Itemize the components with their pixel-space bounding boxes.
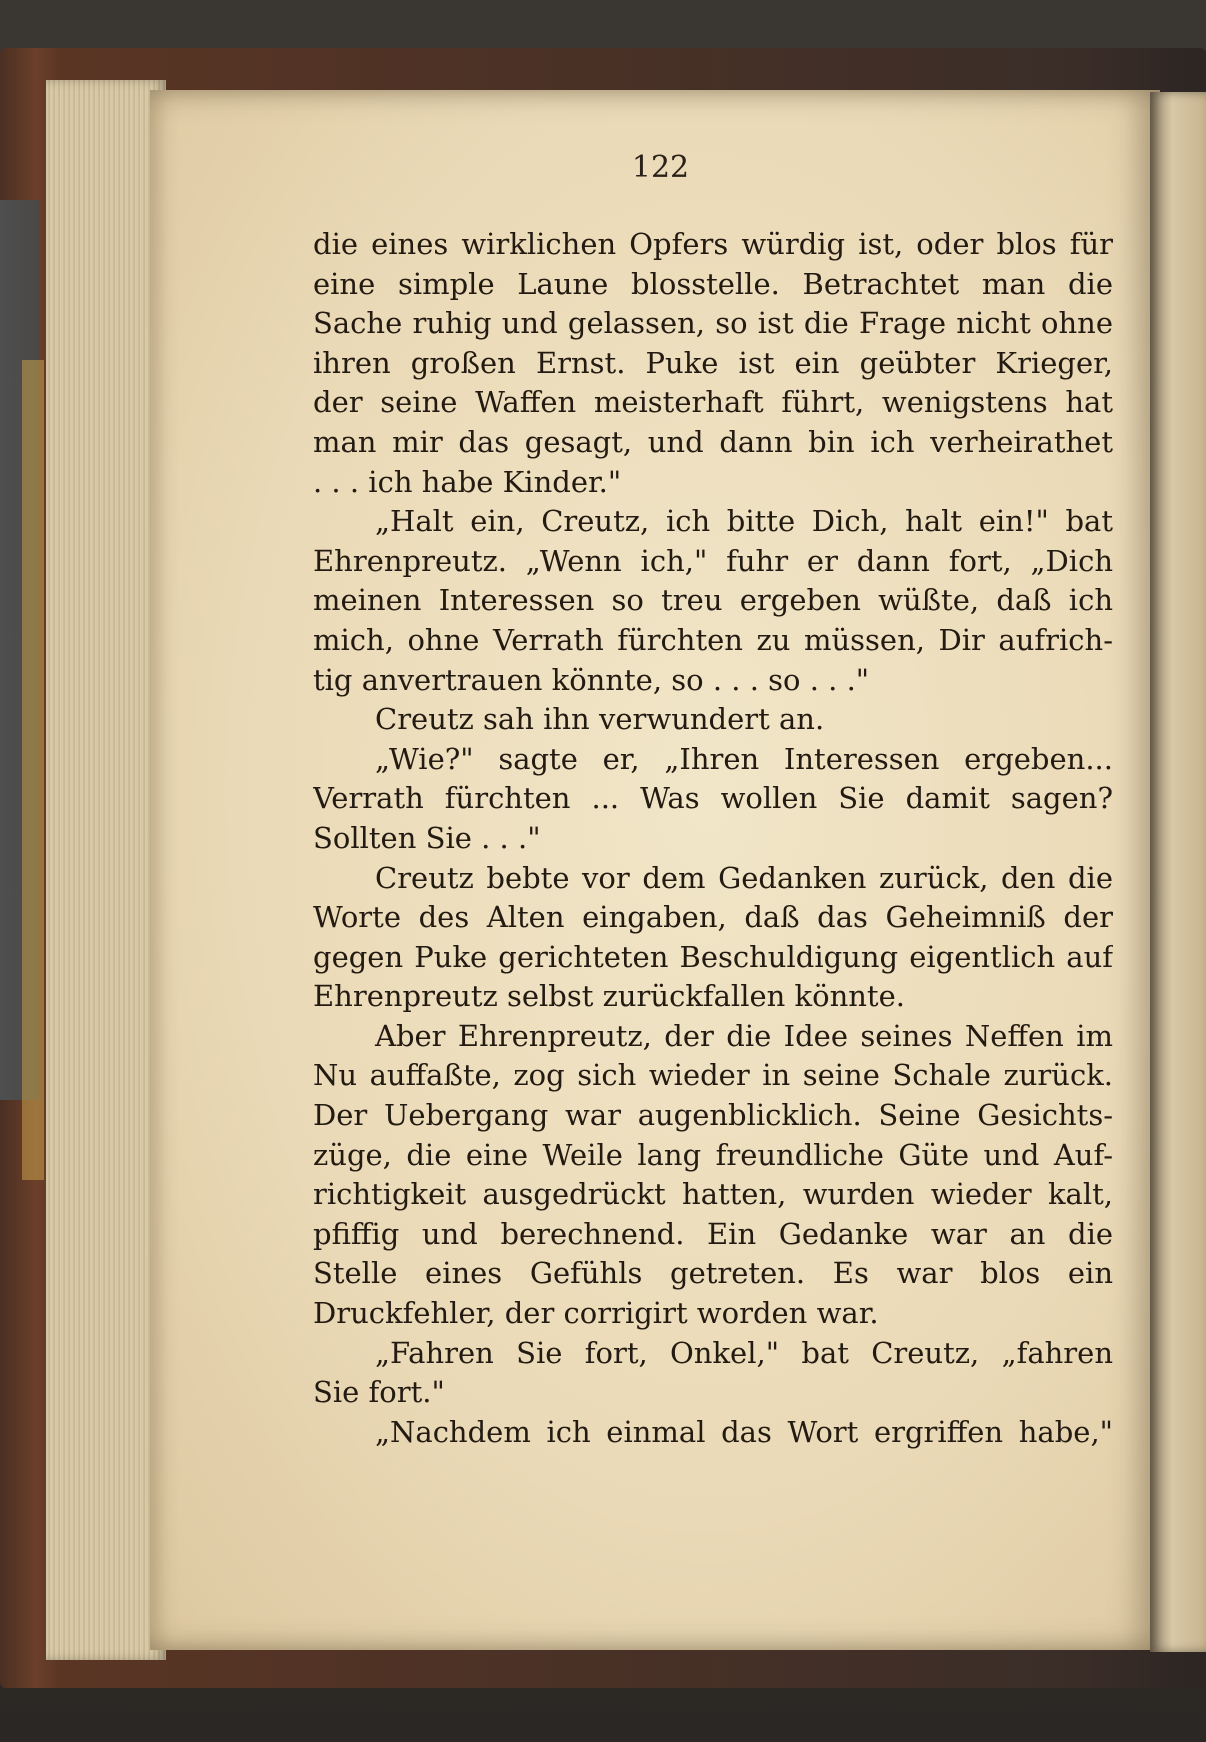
text-line: Druckfehler, der corrigirt worden war. bbox=[313, 1296, 879, 1331]
page-edges bbox=[46, 80, 166, 1660]
text-line: „Fahren Sie fort, Onkel," bat Creutz, „fahren bbox=[375, 1335, 1113, 1370]
text-line: richtigkeit ausgedrückt hatten, wurden wieder kalt, bbox=[313, 1177, 1113, 1212]
text-line: Worte des Alten eingaben, daß das Geheimniß der bbox=[313, 900, 1113, 935]
text-line: Sollten Sie . . ." bbox=[313, 820, 541, 855]
text-line: gegen Puke gerichteten Beschuldigung eigentlich auf bbox=[313, 939, 1113, 974]
text-line: Verrath fürchten ... Was wollen Sie damit sagen? bbox=[313, 781, 1113, 816]
text-line: züge, die eine Weile lang freundliche Güte und Auf- bbox=[313, 1137, 1113, 1172]
text-line: meinen Interessen so treu ergeben wüßte, daß ich bbox=[313, 583, 1113, 618]
page-number: 122 bbox=[631, 150, 690, 185]
text-line: Der Uebergang war augenblicklich. Seine Gesichts- bbox=[313, 1098, 1113, 1133]
text-line: „Halt ein, Creutz, ich bitte Dich, halt ein!" bat bbox=[375, 504, 1113, 539]
body-text bbox=[313, 225, 1113, 1452]
text-line: mich, ohne Verrath fürchten zu müssen, Dir aufrich- bbox=[313, 622, 1113, 657]
text-line: . . . ich habe Kinder." bbox=[313, 464, 622, 499]
text-line: „Nachdem ich einmal das Wort ergriffen habe," bbox=[375, 1414, 1113, 1449]
text-line: „Wie?" sagte er, „Ihren Interessen ergeben... bbox=[375, 741, 1113, 776]
text-line: Creutz bebte vor dem Gedanken zurück, den die bbox=[375, 860, 1113, 895]
text-line: tig anvertrauen könnte, so . . . so . . ." bbox=[313, 662, 870, 697]
text-line: Nu auffaßte, zog sich wieder in seine Schale zurück. bbox=[313, 1058, 1113, 1093]
text-line: Ehrenpreutz. „Wenn ich," fuhr er dann fort, „Dich bbox=[313, 543, 1113, 578]
text-line: Stelle eines Gefühls getreten. Es war blos ein bbox=[313, 1256, 1113, 1291]
spine-ribbon bbox=[22, 360, 44, 1180]
text-line: Sache ruhig und gelassen, so ist die Frage nicht ohne bbox=[313, 306, 1113, 341]
text-line: Creutz sah ihn verwundert an. bbox=[375, 702, 825, 737]
text-line: die eines wirklichen Opfers würdig ist, oder blos für bbox=[313, 227, 1113, 261]
text-line: Sie fort." bbox=[313, 1375, 445, 1410]
page-gutter bbox=[1150, 92, 1206, 1652]
text-line: Ehrenpreutz selbst zurückfallen könnte. bbox=[313, 979, 905, 1014]
text-line: eine simple Laune blosstelle. Betrachtet man die bbox=[313, 266, 1113, 301]
text-line: pfiffig und berechnend. Ein Gedanke war an die bbox=[313, 1216, 1113, 1251]
text-line: der seine Waffen meisterhaft führt, wenigstens hat bbox=[313, 385, 1113, 420]
text-line: man mir das gesagt, und dann bin ich verheirathet bbox=[313, 424, 1113, 459]
text-line: Aber Ehrenpreutz, der die Idee seines Neffen im bbox=[375, 1018, 1113, 1053]
text-line: ihren großen Ernst. Puke ist ein geübter Krieger, bbox=[313, 345, 1113, 380]
